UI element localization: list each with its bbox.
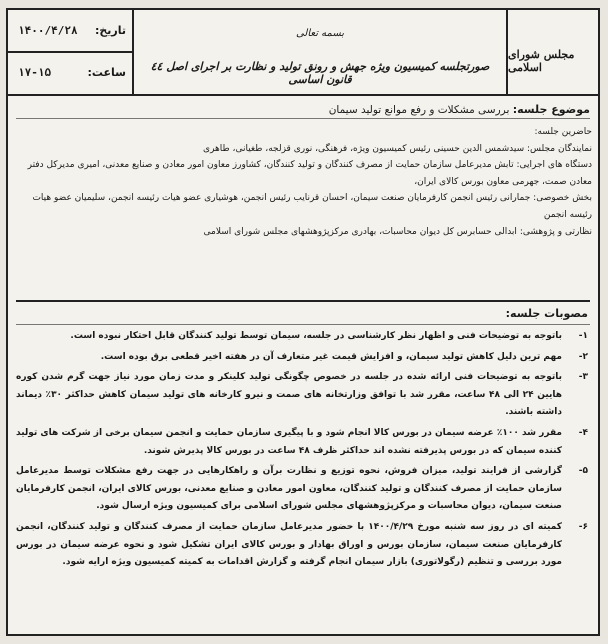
decision-text: باتوجه به توضیحات فنی و اظهار نظر کارشناسی در جلسه، سیمان توسط تولید کنندگان قابل احتکار نبوده است. xyxy=(70,331,562,341)
attendee-group xyxy=(16,190,592,223)
date-time-box xyxy=(8,10,134,94)
attendee-group-text: سیدشمس الدین حسینی رئیس کمیسیون ویژه، فرهنگی، نوری قزلجه، طغیانی، طاهری xyxy=(203,143,525,154)
attendee-group-text: تابش مدیرعامل سازمان حمایت از مصرف کنندگان و تولید کنندگان، کشاورز معاون امور معادن و صنایع معدنی، امیری مدیرکل دفتر معادن صمت، جهرمی معاون بورس کالای ایران، xyxy=(27,160,592,187)
attendee-group-text: جمارانی رئیس انجمن کارفرمایان صنعت سیمان، احسان قرنایب رئیس انجمن، هوشیاری عضو هیات رئیسه انجمن، سلیمیان عضو هیات رئیسه انجمن xyxy=(32,193,592,220)
attendees-title: حاضرین جلسه: xyxy=(534,127,592,137)
time-label: ساعت: xyxy=(87,66,126,79)
institution-box xyxy=(506,10,598,94)
decision-number: ۱- xyxy=(578,331,588,341)
time-value: ۱۷-۱۵ xyxy=(18,66,52,79)
decision-text: مقرر شد ۱۰۰٪ عرضه سیمان در بورس کالا انجام شود و با پیگیری سازمان حمایت و انجمن سیمان برخی از شرکت های تولید کننده سیمان که در بورس پذیرفته نشده اند حداکثر ظرف ۴۸ ساعت در بورس کالا پذیرش شوند. xyxy=(16,427,562,456)
decision-number: ۵- xyxy=(578,466,588,477)
document-title: صورتجلسه کمیسیون ویژه جهش و رونق تولید و نظارت بر اجرای اصل ٤٤ قانون اساسی xyxy=(150,60,490,86)
attendee-group xyxy=(16,141,592,158)
decision-number: ۶- xyxy=(578,521,588,532)
attendee-group xyxy=(16,157,592,190)
decision-text: گزارشی از فرایند تولید، میزان فروش، نحوه توزیع و نظارت برآن و راهکارهایی در جهت رفع مشکلات توسط مدیرعامل سازمان حمایت از مصرف کنندگان و تولید کنندگان، معاون امور معادن و صنایع معدنی، بورس کالای ایران، انجمن کارفرمایان صنعت سیمان، دیوان محاسبات و مرکزپژوهشهای مجلس شورای اسلامی برای کمیسیون ویژه ارسال شود. xyxy=(16,466,562,512)
section-divider xyxy=(16,300,590,302)
decision-item xyxy=(16,463,592,516)
meeting-topic xyxy=(16,103,590,116)
decisions-list xyxy=(16,328,592,575)
time-row xyxy=(8,52,132,93)
decision-item xyxy=(16,425,592,460)
decision-item xyxy=(16,349,592,367)
decision-number: ۳- xyxy=(578,372,588,383)
basmala: بسمه تعالی xyxy=(295,28,345,39)
attendee-group-label: نظارتی و پژوهشی: xyxy=(519,226,592,237)
attendee-group xyxy=(16,224,592,241)
decision-text: باتوجه به توضیحات فنی ارائه شده در جلسه در خصوص چگونگی تولید کلینکر و مدت زمان مورد نیاز جهت گرم شدن کوره هایین ۲۴ الی ۴۸ ساعت، مقرر شد با توافق وزارتخانه های صمت و نیرو کارخانه های تولید سیمان کاهش حداکثر ۳۰٪ دیماند داشته باشند. xyxy=(16,372,562,418)
decision-text: مهم ترین دلیل کاهش تولید سیمان، و افزایش قیمت غیر متعارف آن در هفته اخیر قطعی برق بوده است. xyxy=(100,351,562,362)
decision-number: ۴- xyxy=(578,427,588,438)
date-row xyxy=(8,10,132,53)
date-label: تاریخ: xyxy=(94,24,126,37)
institution-name: مجلس شورای اسلامی xyxy=(508,48,575,74)
attendee-group-text: ابدالی حسابرس کل دیوان محاسبات، بهادری مرکزپژوهشهای مجلس شورای اسلامی xyxy=(203,226,517,237)
decision-number: ۲- xyxy=(578,351,588,362)
attendee-group-label: دستگاه های اجرایی: xyxy=(516,160,592,171)
topic-value: بررسی مشکلات و رفع موانع تولید سیمان xyxy=(328,104,510,116)
topic-divider xyxy=(16,118,590,119)
date-value: ۱۴۰۰/۴/۲۸ xyxy=(18,24,78,37)
decision-item xyxy=(16,328,592,346)
decision-item xyxy=(16,369,592,422)
document-header xyxy=(8,10,598,96)
minutes-document xyxy=(6,8,600,636)
topic-label: موضوع جلسه: xyxy=(512,103,590,116)
header-title-box xyxy=(136,10,504,94)
attendee-group-label: بخش خصوصی: xyxy=(533,193,592,204)
decisions-divider xyxy=(16,324,590,325)
attendee-group-label: نمایندگان مجلس: xyxy=(526,143,592,154)
decision-item xyxy=(16,519,592,572)
decisions-title: مصوبات جلسه: xyxy=(505,307,588,320)
decision-text: کمیته ای در روز سه شنبه مورخ ۱۴۰۰/۴/۲۹ با حضور مدیرعامل سازمان حمایت از مصرف کنندگان و تولید کنندگان، انجمن کارفرمایان صنعت سیمان، سازمان بورس و اوراق بهادار و بورس کالای ایران تشکیل شود و نحوه عرضه سیمان در بورس مورد بررسی و تنظیم (رگولاتوری) بازار سیمان انجام گرفته و گزارش اقدامات به کمیته کمیسیون ویژه ارایه شود. xyxy=(16,521,562,568)
attendees-section xyxy=(16,124,592,240)
